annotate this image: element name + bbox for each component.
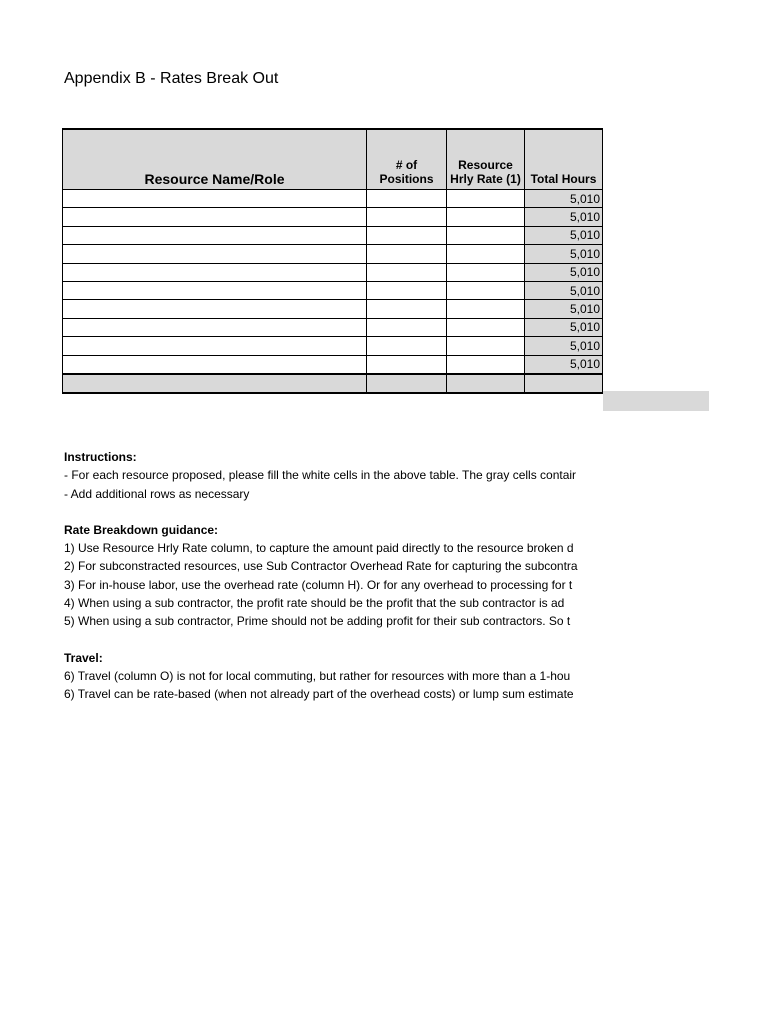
next-column-cell xyxy=(603,337,604,355)
travel-line: 6) Travel (column O) is not for local commuting, but rather for resources with more than a 1-hou xyxy=(64,668,571,683)
table-row xyxy=(63,281,604,299)
guidance-line: 2) For subconstracted resources, use Sub Contractor Overhead Rate for capturing the subcontra xyxy=(64,559,578,574)
next-column-cell xyxy=(603,281,604,299)
hourly-rate-cell[interactable] xyxy=(447,300,525,318)
positions-cell[interactable] xyxy=(367,300,447,318)
guidance-line: 5) When using a sub contractor, Prime should not be adding profit for their sub contractors. So t xyxy=(64,614,571,629)
notes-section xyxy=(64,448,603,704)
header-positions: # of Positions xyxy=(367,129,447,190)
guidance-line: 3) For in-house labor, use the overhead rate (column H). Or for any overhead to processing for t xyxy=(64,577,573,592)
total-hours-cell: 5,010 xyxy=(525,318,603,336)
total-hours-cell: 5,010 xyxy=(525,263,603,281)
total-row-extension xyxy=(603,391,709,411)
header-hourly-rate xyxy=(447,129,525,190)
total-cell xyxy=(367,374,447,393)
total-hours-cell: 5,010 xyxy=(525,355,603,374)
total-cell xyxy=(447,374,525,393)
table-row xyxy=(63,318,604,336)
hourly-rate-cell[interactable] xyxy=(447,355,525,374)
hourly-rate-cell[interactable] xyxy=(447,281,525,299)
next-column-cell xyxy=(603,245,604,263)
total-cell xyxy=(525,374,603,393)
hourly-rate-cell[interactable] xyxy=(447,245,525,263)
header-resource-name: Resource Name/Role xyxy=(63,129,367,190)
table-row xyxy=(63,263,604,281)
table-row xyxy=(63,226,604,244)
next-column-cell xyxy=(603,318,604,336)
guidance-line: 4) When using a sub contractor, the profit rate should be the profit that the sub contractor is ad xyxy=(64,596,565,611)
resource-name-cell[interactable] xyxy=(63,355,367,374)
total-hours-cell: 5,010 xyxy=(525,300,603,318)
guidance-line: 1) Use Resource Hrly Rate column, to capture the amount paid directly to the resource broken d xyxy=(64,541,574,556)
table-row xyxy=(63,190,604,208)
travel-line: 6) Travel can be rate-based (when not already part of the overhead costs) or lump sum estimate xyxy=(64,687,574,702)
next-column-cell xyxy=(603,208,604,226)
table-row xyxy=(63,245,604,263)
resource-name-cell[interactable] xyxy=(63,337,367,355)
header-row xyxy=(63,129,604,190)
header-rate-line1: Resource xyxy=(458,158,513,172)
next-column-cell xyxy=(603,355,604,374)
table-row xyxy=(63,208,604,226)
next-column-cell xyxy=(603,226,604,244)
positions-cell[interactable] xyxy=(367,190,447,208)
resource-name-cell[interactable] xyxy=(63,281,367,299)
resource-name-cell[interactable] xyxy=(63,263,367,281)
positions-cell[interactable] xyxy=(367,208,447,226)
guidance-heading: Rate Breakdown guidance: xyxy=(64,522,219,537)
total-hours-cell: 5,010 xyxy=(525,208,603,226)
positions-cell[interactable] xyxy=(367,226,447,244)
total-row xyxy=(63,374,604,393)
total-cell xyxy=(63,374,367,393)
positions-cell[interactable] xyxy=(367,245,447,263)
instructions-line: - Add additional rows as necessary xyxy=(64,486,250,501)
header-next-column xyxy=(603,129,604,190)
header-total-hours: Total Hours xyxy=(525,129,603,190)
travel-heading: Travel: xyxy=(64,650,103,665)
instructions-heading: Instructions: xyxy=(64,450,137,464)
positions-cell[interactable] xyxy=(367,318,447,336)
total-hours-cell: 5,010 xyxy=(525,337,603,355)
hourly-rate-cell[interactable] xyxy=(447,318,525,336)
next-column-cell xyxy=(603,263,604,281)
hourly-rate-cell[interactable] xyxy=(447,226,525,244)
next-column-cell xyxy=(603,300,604,318)
positions-cell[interactable] xyxy=(367,355,447,374)
positions-cell[interactable] xyxy=(367,281,447,299)
total-hours-cell: 5,010 xyxy=(525,226,603,244)
rates-table xyxy=(62,128,603,394)
next-column-cell xyxy=(603,190,604,208)
total-hours-cell: 5,010 xyxy=(525,190,603,208)
positions-cell[interactable] xyxy=(367,263,447,281)
hourly-rate-cell[interactable] xyxy=(447,208,525,226)
resource-name-cell[interactable] xyxy=(63,226,367,244)
hourly-rate-cell[interactable] xyxy=(447,190,525,208)
table-row xyxy=(63,337,604,355)
resource-name-cell[interactable] xyxy=(63,300,367,318)
hourly-rate-cell[interactable] xyxy=(447,263,525,281)
resource-name-cell[interactable] xyxy=(63,318,367,336)
resource-name-cell[interactable] xyxy=(63,190,367,208)
table-row xyxy=(63,300,604,318)
table-row xyxy=(63,355,604,374)
total-hours-cell: 5,010 xyxy=(525,281,603,299)
header-rate-line2: Hrly Rate (1) xyxy=(450,172,521,186)
positions-cell[interactable] xyxy=(367,337,447,355)
total-hours-cell: 5,010 xyxy=(525,245,603,263)
resource-name-cell[interactable] xyxy=(63,208,367,226)
rates-table-viewport xyxy=(62,128,603,418)
hourly-rate-cell[interactable] xyxy=(447,337,525,355)
instructions-line: - For each resource proposed, please fill the white cells in the above table. The gray cells contair xyxy=(64,468,577,483)
resource-name-cell[interactable] xyxy=(63,245,367,263)
page-title: Appendix B - Rates Break Out xyxy=(64,70,279,87)
